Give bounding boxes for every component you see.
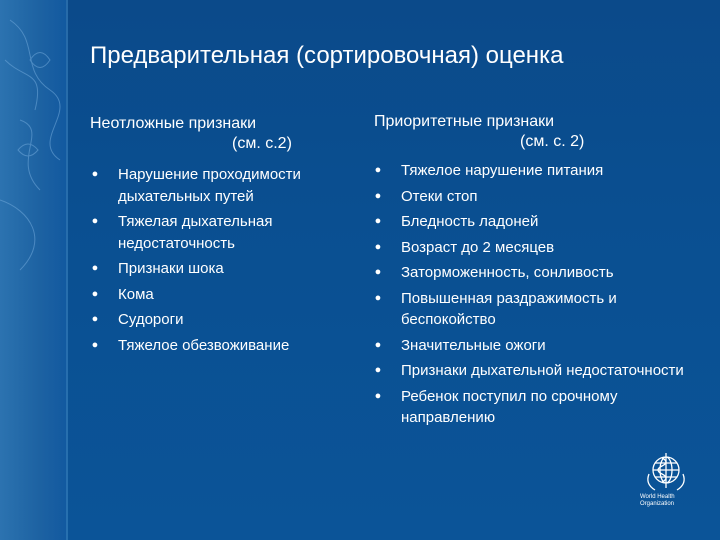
band-divider [66,0,68,540]
bullet-icon: ● [91,313,99,325]
list-item: ● Бледность ладоней [373,211,693,233]
urgent-signs-heading-text: Неотложные признаки [90,115,257,132]
bullet-icon: ● [374,164,382,176]
decorative-side-band [0,0,66,540]
bullet-icon: ● [374,291,382,304]
list-item: ● Тяжелая дыхательная недостаточность [91,213,273,252]
list-item: ● Нарушение проходимости дыхательных путей [91,166,301,205]
list-item: ● Тяжелое нарушение питания [373,160,693,182]
bullet-icon: ● [91,168,99,180]
bullet-icon: ● [374,338,382,351]
bullet-icon: ● [374,215,382,227]
bullet-icon: ● [91,338,99,351]
list-item: ● Судороги [90,309,340,331]
list-item: ● Тяжелое обезвоживание [90,335,340,357]
list-item: ● Признаки шока [90,258,340,280]
who-logo-text: World Health Organization [640,494,675,507]
list-item: ● Возраст до 2 месяцев [373,237,693,259]
urgent-signs-heading [90,114,330,154]
urgent-signs-list [90,164,340,360]
urgent-signs-page-ref: (см. с.2) [232,135,292,152]
bullet-icon: ● [374,389,382,402]
priority-signs-heading [374,112,674,152]
priority-signs-page-ref: (см. с. 2) [520,133,585,150]
list-item: ● Кома [90,284,340,306]
priority-signs-heading-text: Приоритетные признаки [374,113,555,130]
priority-signs-list [373,160,693,433]
list-item: ● Признаки дыхательной недостаточности [373,360,693,382]
list-item: ● Заторможенность, сонливость [373,262,693,284]
bullet-icon: ● [91,262,99,274]
bullet-icon: ● [374,364,382,376]
list-item: ● Повышенная раздражимость и беспокойство [374,289,617,328]
list-item: ● Значительные ожоги [373,335,693,357]
bullet-icon: ● [374,189,382,202]
bullet-icon: ● [374,240,382,253]
list-item: ● Отеки стоп [373,186,693,208]
floral-pattern-icon [0,0,66,540]
slide-title: Предварительная (сортировочная) оценка [90,42,564,69]
bullet-icon: ● [91,215,99,227]
bullet-icon: ● [374,266,382,278]
list-item: ● Ребенок поступил по срочному направлению [374,387,618,426]
bullet-icon: ● [91,287,99,300]
